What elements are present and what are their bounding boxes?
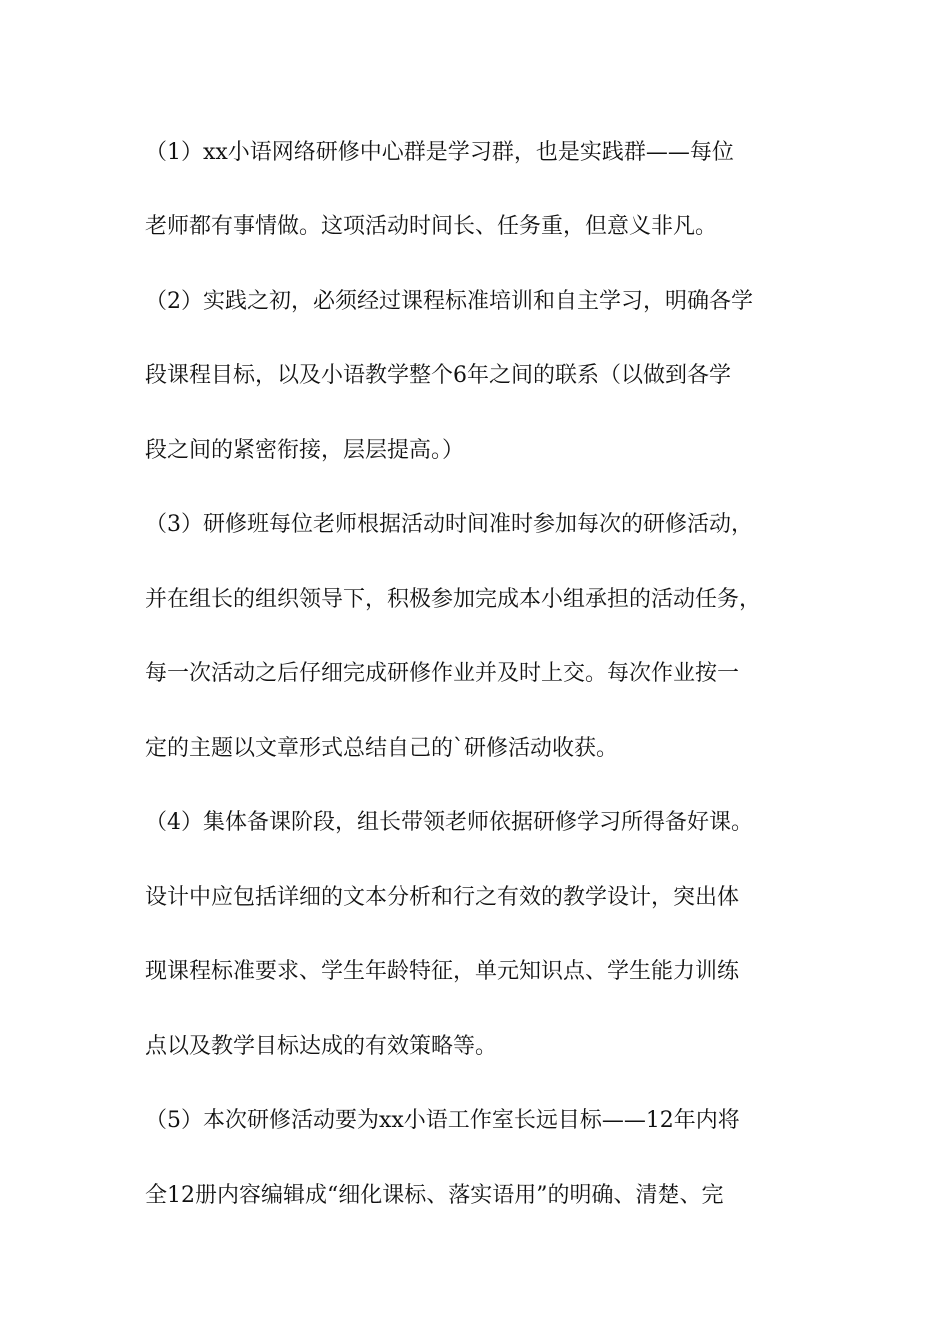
text-line: 老师都有事情做。这项活动时间长、任务重，但意义非凡。 — [145, 214, 718, 239]
text-line: （5）本次研修活动要为xx小语工作室长远目标——12年内将 — [145, 1108, 740, 1133]
text-line: （1）xx小语网络研修中心群是学习群，也是实践群——每位 — [145, 140, 734, 165]
text-line: 设计中应包括详细的文本分析和行之有效的教学设计，突出体 — [145, 885, 740, 910]
text-line: 段课程目标，以及小语教学整个6年之间的联系（以做到各学 — [145, 363, 731, 388]
text-line: 每一次活动之后仔细完成研修作业并及时上交。每次作业按一 — [145, 661, 740, 686]
text-line: 全12册内容编辑成“细化课标、落实语用”的明确、清楚、完 — [145, 1183, 724, 1208]
text-line: 段之间的紧密衔接，层层提高。） — [145, 438, 465, 463]
text-line: 定的主题以文章形式总结自己的`研修活动收获。 — [145, 736, 619, 761]
text-line: 现课程标准要求、学生年龄特征，单元知识点、学生能力训练 — [145, 959, 740, 984]
text-line: （3）研修班每位老师根据活动时间准时参加每次的研修活动， — [145, 512, 753, 537]
text-line: （4）集体备课阶段，组长带领老师依据研修学习所得备好课。 — [145, 810, 753, 835]
text-line: 并在组长的组织领导下，积极参加完成本小组承担的活动任务， — [145, 587, 762, 612]
text-line: （2）实践之初，必须经过课程标准培训和自主学习，明确各学 — [145, 289, 753, 314]
text-line: 点以及教学目标达成的有效策略等。 — [145, 1034, 498, 1059]
